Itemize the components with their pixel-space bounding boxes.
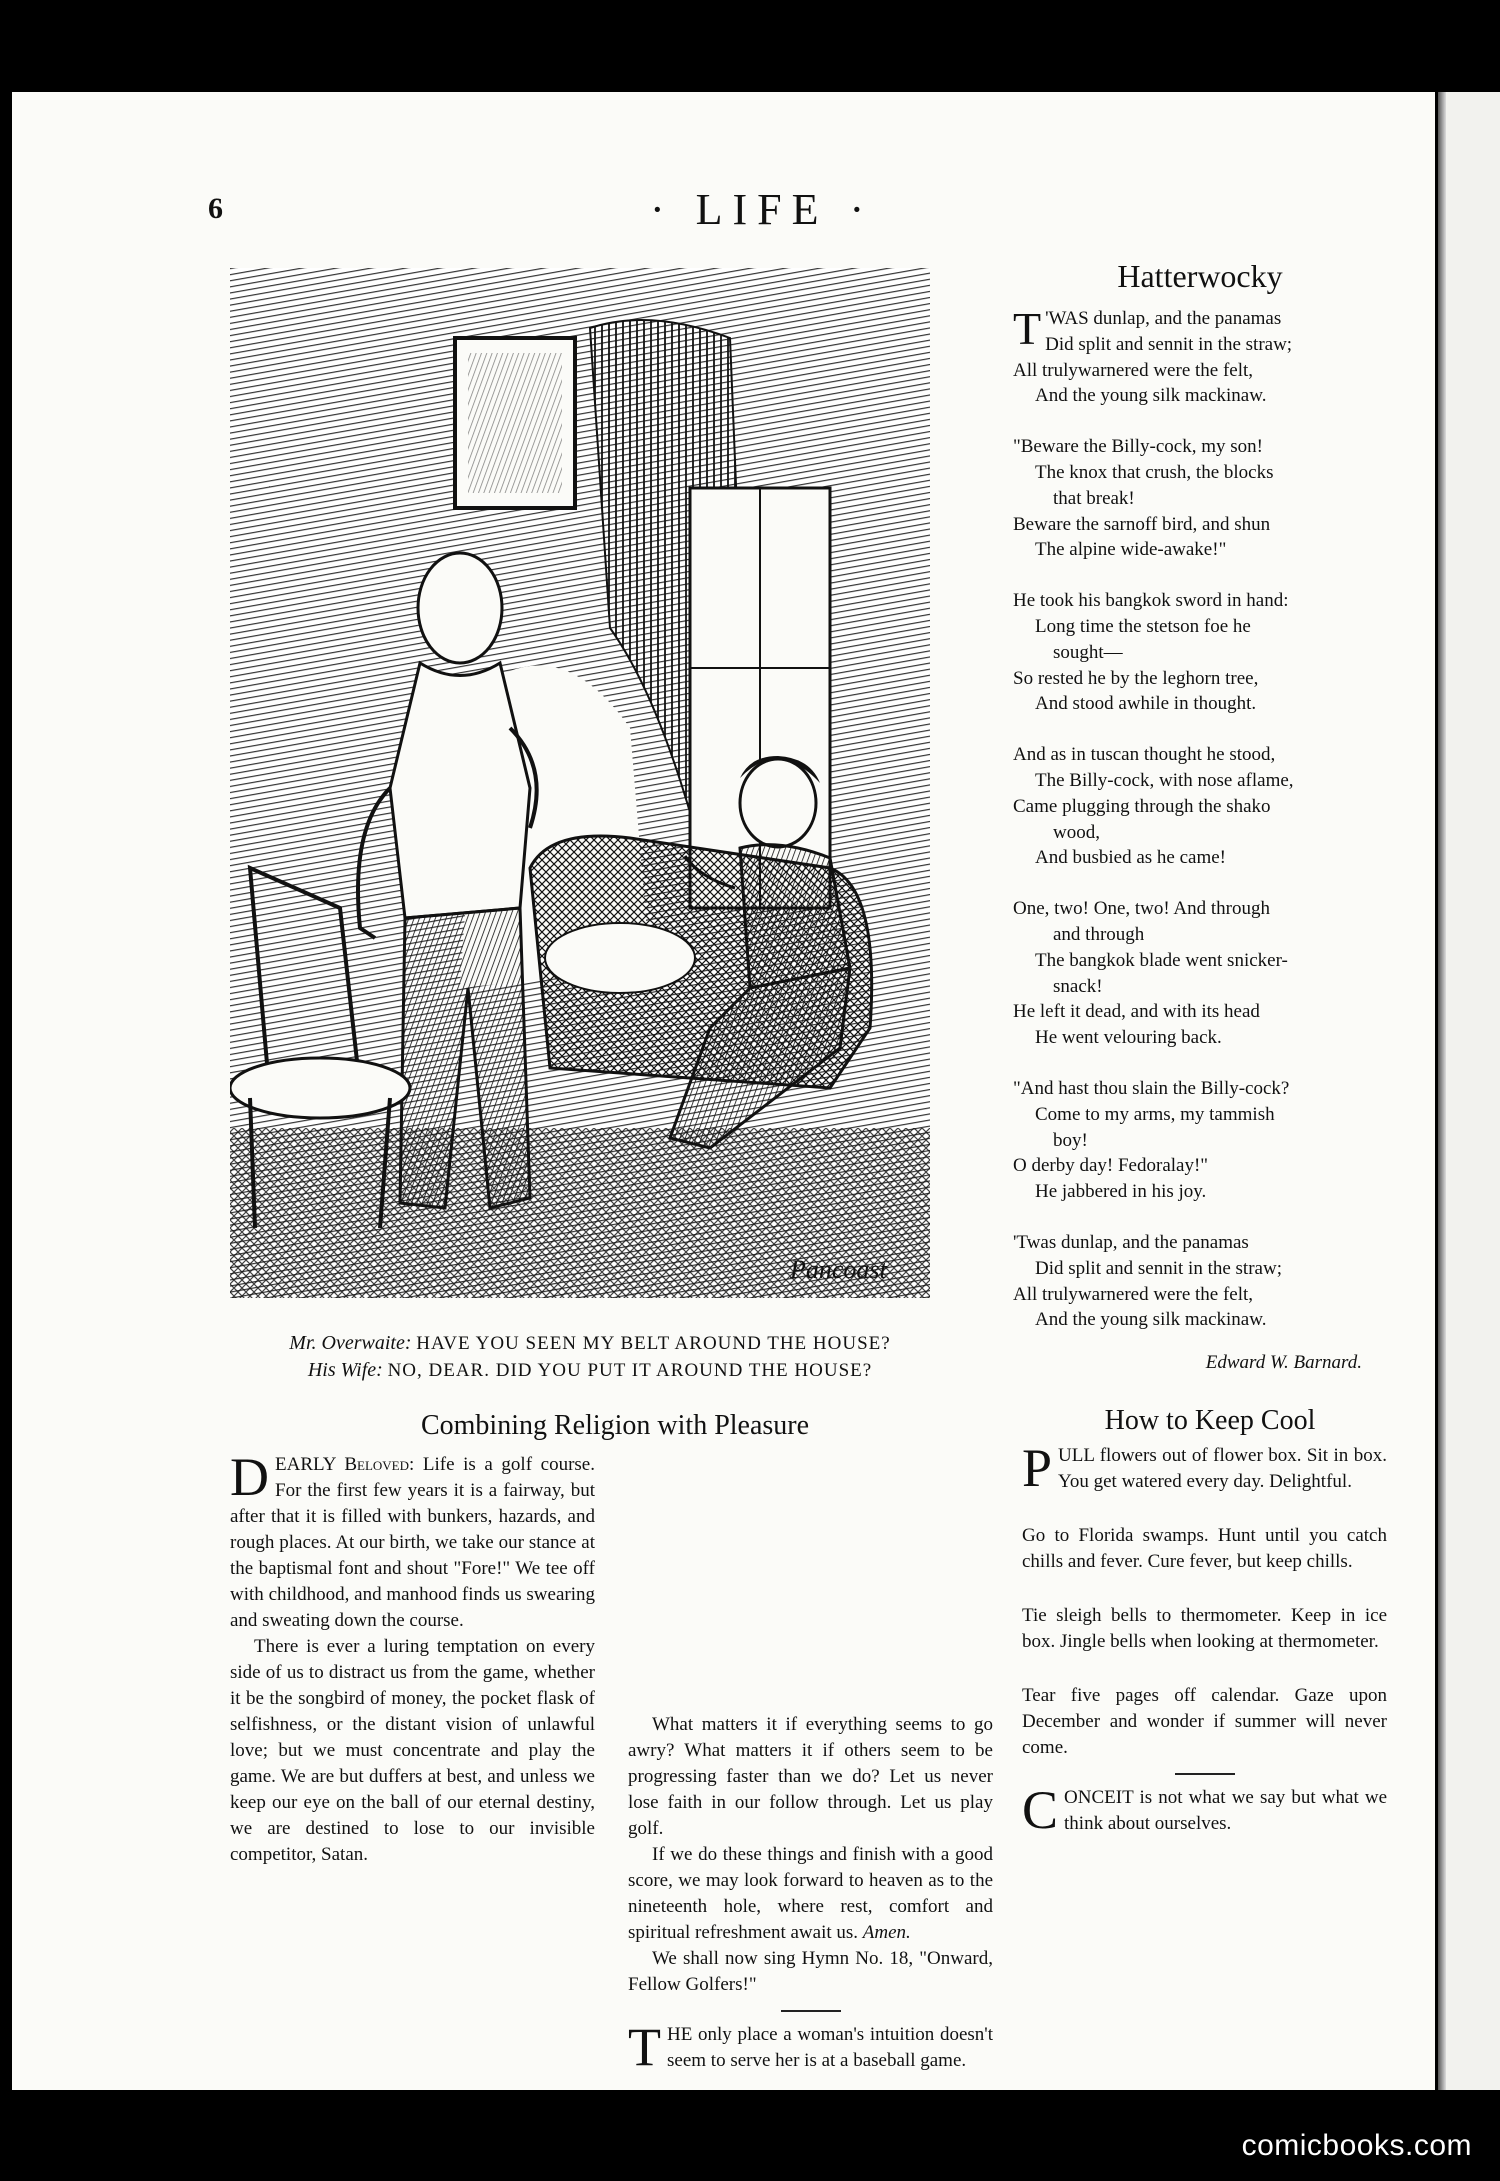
page-number: 6 (208, 192, 223, 225)
poem-line: He went velouring back. (1035, 1027, 1222, 1049)
caption-text-1: HAVE YOU SEEN MY BELT AROUND THE HOUSE? (416, 1333, 891, 1354)
poem-line: Did split and sennit in the straw; (1045, 333, 1293, 355)
page-fold (1438, 92, 1446, 2090)
poem-line: sought— (1053, 641, 1123, 663)
stanza-3 (1013, 588, 1398, 717)
stanza-1 (1013, 303, 1398, 409)
essay-column-1 (230, 1447, 595, 1868)
intuition-text: HE only place a woman's intuition doesn't seem to serve her is at a baseball game. (667, 2024, 993, 2071)
adjacent-page-edge (1438, 92, 1500, 2090)
stanza-6 (1013, 1076, 1398, 1205)
poem-line: and through (1053, 923, 1145, 945)
poem-line: snack! (1053, 975, 1103, 997)
poem-line: that break! (1053, 487, 1135, 509)
intuition-paragraph (628, 2017, 993, 2077)
cartoon-illustration (230, 268, 930, 1298)
poem-line: Long time the stetson foe he (1035, 615, 1251, 637)
stanza-5 (1013, 896, 1398, 1051)
poem-line: So rested he by the leghorn tree, (1013, 667, 1259, 689)
caption-line-1 (240, 1330, 940, 1357)
essay-amen: Amen. (862, 1922, 911, 1943)
poem-line: The Billy-cock, with nose aflame, (1035, 769, 1294, 791)
cartoon-caption (240, 1330, 940, 1384)
poem-line: The bangkok blade went snicker- (1035, 949, 1288, 971)
conceit-paragraph (1022, 1780, 1387, 1840)
stanza-2 (1013, 434, 1398, 563)
essay-paragraph-3: What matters it if everything seems to go awry? What matters it if others seem to be progressing faster than we do? Let us never lose faith in our follow through. Let us play golf. (628, 1714, 993, 1839)
poem-line: Came plugging through the shako (1013, 795, 1271, 817)
caption-text-2: NO, DEAR. DID YOU PUT IT AROUND THE HOUSE? (387, 1360, 873, 1381)
essay-paragraph-1-text: Life is a golf course. For the first few years it is a fairway, but after that it is filled with bunkers, hazards, and rough places. At our birth, we take our stance at the baptismal font and shout "Fore!" We tee off with childhood, and manhood finds us swearing and sweating down the course. (230, 1454, 595, 1631)
poem-line: boy! (1053, 1129, 1088, 1151)
keep-cool-column (1022, 1438, 1387, 1865)
keep-cool-paragraph-1 (1022, 1438, 1387, 1498)
keep-cool-dropcap: P (1022, 1438, 1053, 1498)
poem-line: 'WAS dunlap, and the panamas (1045, 308, 1282, 329)
poem-line: He took his bangkok sword in hand: (1013, 590, 1289, 612)
essay-title: Combining Religion with Pleasure (420, 1410, 810, 1441)
poem-line: And the young silk mackinaw. (1035, 385, 1267, 407)
poem-line: "Beware the Billy-cock, my son! (1013, 436, 1263, 458)
poem-line: He left it dead, and with its head (1013, 1001, 1260, 1023)
poem-line: And the young silk mackinaw. (1035, 1309, 1267, 1331)
poem-line: 'Twas dunlap, and the panamas (1013, 1231, 1249, 1253)
poem-line: The knox that crush, the blocks (1035, 461, 1274, 483)
section-divider (1175, 1773, 1235, 1775)
poem-line: "And hast thou slain the Billy-cock? (1013, 1077, 1290, 1099)
poem-title: Hatterwocky (1117, 258, 1283, 294)
section-divider (781, 2010, 841, 2012)
keep-cool-title: How to Keep Cool (1104, 1405, 1316, 1436)
essay-paragraph-1 (230, 1447, 595, 1634)
stanza-7 (1013, 1230, 1398, 1333)
artist-signature: Pancoast (790, 1255, 887, 1284)
poem-body (1013, 303, 1398, 1358)
poem-line: Come to my arms, my tammish (1035, 1103, 1275, 1125)
poem-line: wood, (1053, 821, 1100, 843)
poem-line: One, two! One, two! And through (1013, 898, 1270, 920)
poem-line: Beware the sarnoff bird, and shun (1013, 513, 1271, 535)
poem-line: All trulywarnered were the felt, (1013, 359, 1254, 381)
essay-paragraph-4-text: If we do these things and finish with a good score, we may look forward to heaven as to the nineteenth hole, where rest, comfort and spiritual refreshment await us. (628, 1844, 993, 1943)
keep-cool-text-1: ULL flowers out of flower box. Sit in box. You get watered every day. Delightful. (1058, 1445, 1387, 1492)
conceit-text: ONCEIT is not what we say but what we think about ourselves. (1064, 1787, 1387, 1834)
poem-line: And as in tuscan thought he stood, (1013, 744, 1276, 766)
essay-paragraph-5: We shall now sing Hymn No. 18, "Onward, Fellow Golfers!" (628, 1948, 993, 1995)
keep-cool-paragraph-2: Go to Florida swamps. Hunt until you catch chills and fever. Cure fever, but keep chills. (1022, 1525, 1387, 1572)
keep-cool-paragraph-3: Tie sleigh bells to thermometer. Keep in ice box. Jingle bells when looking at thermometer. (1022, 1605, 1387, 1652)
intuition-dropcap: T (628, 2017, 661, 2077)
poem-line: All trulywarnered were the felt, (1013, 1283, 1254, 1305)
essay-paragraph-2: There is ever a luring temptation on every side of us to distract us from the game, whether it be the songbird of money, the pocket flask of selfishness, or the distant vision of unlawful love; but we must concentrate and play the game. We are but duffers at best, and unless we keep our eye on the ball of our eternal destiny, we are destined to lose to our invisible competitor, Satan. (230, 1636, 595, 1865)
poem-line: The alpine wide-awake!" (1035, 539, 1227, 561)
conceit-dropcap: C (1022, 1780, 1059, 1840)
poem-author: Edward W. Barnard. (1205, 1352, 1362, 1373)
poem-line: And busbied as he came! (1035, 847, 1226, 869)
poem-line: And stood awhile in thought. (1035, 693, 1257, 715)
essay-paragraph-4 (628, 1842, 993, 1946)
essay-column-2 (628, 1712, 993, 2077)
caption-line-2 (240, 1357, 940, 1384)
caption-speaker-1: Mr. Overwaite: (289, 1332, 412, 1354)
poem-dropcap: T (1013, 303, 1042, 354)
essay-opening: EARLY Beloved: (275, 1454, 415, 1475)
poem-line: He jabbered in his joy. (1035, 1181, 1207, 1203)
essay-dropcap: D (230, 1447, 269, 1507)
stanza-4 (1013, 742, 1398, 871)
poem-line: O derby day! Fedoralay!" (1013, 1155, 1209, 1177)
poem-line: Did split and sennit in the straw; (1035, 1257, 1282, 1279)
masthead: · LIFE · (650, 185, 875, 234)
watermark: comicbooks.com (1241, 2129, 1472, 2162)
keep-cool-paragraph-4: Tear five pages off calendar. Gaze upon December and wonder if summer will never come. (1022, 1685, 1387, 1758)
caption-speaker-2: His Wife: (307, 1359, 383, 1381)
